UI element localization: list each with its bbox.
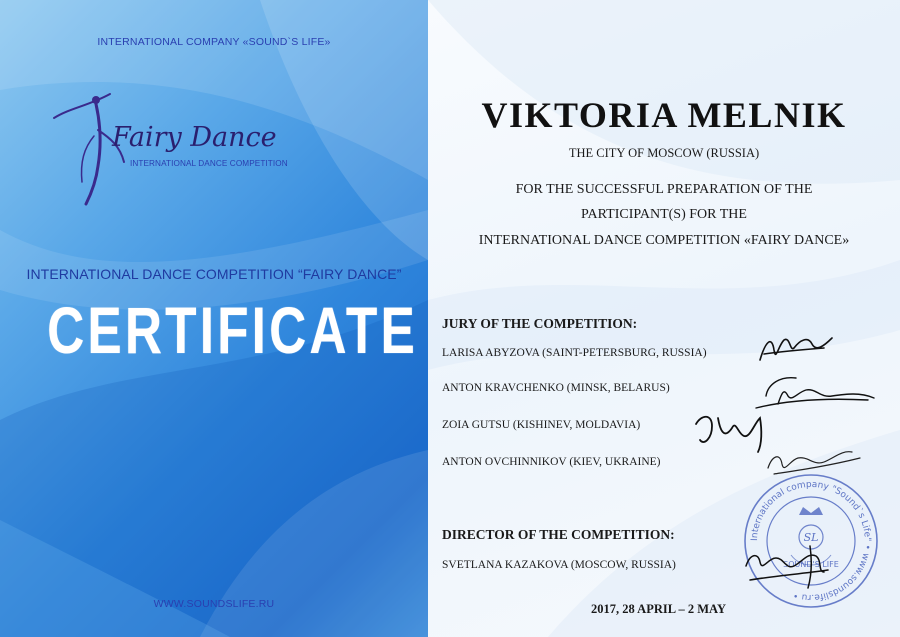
company-name: INTERNATIONAL COMPANY «SOUND`S LIFE»	[97, 36, 331, 48]
stamp-ring-text: International company "Sound`s Life" • www.soundslife.ru •	[749, 479, 873, 603]
competition-heading: INTERNATIONAL DANCE COMPETITION “FAIRY DANCE”	[26, 266, 402, 282]
purpose-line: INTERNATIONAL DANCE COMPETITION «FAIRY DANCE»	[478, 233, 850, 248]
competition-dates: 2017, 28 APRIL – 2 MAY	[591, 602, 726, 616]
left-blue-panel	[0, 0, 428, 637]
company-stamp	[741, 471, 881, 611]
right-content-panel	[428, 0, 900, 637]
stamp-monogram: SL	[803, 531, 819, 544]
stamp-center-text: SOUND'S LIFE	[783, 560, 839, 569]
director-heading: DIRECTOR OF THE COMPETITION:	[442, 527, 675, 542]
logo-subtitle: INTERNATIONAL DANCE COMPETITION	[130, 159, 288, 168]
jury-heading: JURY OF THE COMPETITION:	[442, 316, 638, 331]
recipient-city: THE CITY OF MOSCOW (RUSSIA)	[568, 146, 760, 160]
jury-member: ANTON OVCHINNIKOV (KIEV, UKRAINE)	[442, 456, 661, 468]
director-name: SVETLANA KAZAKOVA (MOSCOW, RUSSIA)	[442, 559, 676, 571]
purpose-line: FOR THE SUCCESSFUL PREPARATION OF THE	[515, 182, 813, 197]
jury-member: ANTON KRAVCHENKO (MINSK, BELARUS)	[442, 382, 670, 394]
logo-title: Fairy Dance	[112, 122, 277, 153]
crown-icon	[799, 507, 823, 515]
certificate-title: CERTIFICATE	[47, 293, 418, 367]
jury-member: ZOIA GUTSU (KISHINEV, MOLDAVIA)	[442, 419, 641, 431]
jury-member: LARISA ABYZOVA (SAINT-PETERSBURG, RUSSIA)	[442, 347, 707, 359]
fairy-dance-logo	[40, 86, 330, 206]
purpose-line: PARTICIPANT(S) FOR THE	[581, 207, 747, 222]
recipient-name: VIKTORIA MELNIK	[481, 95, 847, 135]
website-link: WWW.SOUNDSLIFE.RU	[153, 598, 275, 610]
